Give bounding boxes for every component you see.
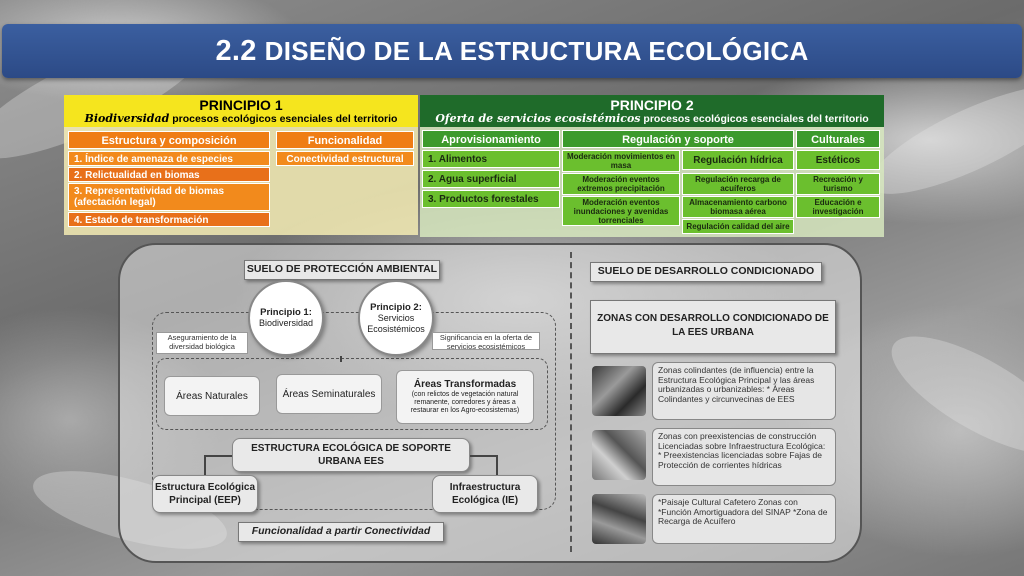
- page-title: DISEÑO DE LA ESTRUCTURA ECOLÓGICA: [264, 35, 809, 66]
- principio1-header: [64, 95, 418, 127]
- aprovisionamiento-header: Aprovisionamiento: [422, 130, 560, 148]
- principio2-subtitle-rest: procesos ecológicos esenciales del territorio: [640, 113, 869, 125]
- background-leaf: [876, 315, 1024, 476]
- principio2-subtitle: [420, 113, 884, 125]
- note-servicios: Significancia en la oferta de servicios ecosistémicos: [432, 332, 540, 350]
- right-section-title: SUELO DE DESARROLLO CONDICIONADO: [590, 262, 822, 282]
- estructura-line1: ESTRUCTURA ECOLÓGICA DE SOPORTE: [251, 443, 451, 454]
- aprov-item-1: 1. Alimentos: [422, 150, 560, 168]
- funcionalidad-header: Funcionalidad: [276, 131, 414, 149]
- culturales-header: Culturales: [796, 130, 880, 148]
- left-section-title: SUELO DE PROTECCIÓN AMBIENTAL: [244, 260, 440, 280]
- areas-transformadas-box: [396, 370, 534, 424]
- principio1-subtitle-rest: procesos ecológicos esenciales del territorio: [169, 113, 398, 125]
- reg-b-item-3: Almacenamiento carbono biomasa aérea: [682, 196, 794, 218]
- principio2-header: [420, 95, 884, 127]
- reg-a-item-1: Moderación movimientos en masa: [562, 150, 680, 172]
- principio1-panel: [64, 95, 418, 235]
- principio2-circle-title: Principio 2:: [370, 301, 422, 313]
- arrow-left: [204, 455, 232, 457]
- areas-naturales-box: Áreas Naturales: [164, 376, 260, 416]
- areas-transformadas-title: Áreas Transformadas: [413, 378, 517, 390]
- principio1-circle: [248, 280, 324, 356]
- arrow-right-down: [496, 455, 498, 475]
- reg-b-item-4: Regulación calidad del aire: [682, 219, 794, 234]
- eep-box: Estructura Ecológica Principal (EEP): [152, 475, 258, 513]
- estructura-header: Estructura y composición: [68, 131, 270, 149]
- func-item-1: Conectividad estructural: [276, 151, 414, 166]
- estructura-line2: URBANA EES: [318, 456, 384, 467]
- zona-preexistencias-box: Zonas con preexistencias de construcción Licenciadas sobre Infraestructura Ecológica: * Preexistencias licenciadas sobre Fajas de Protección de corrientes hídricas: [652, 428, 836, 486]
- principio1-subtitle-italic: Biodiversidad: [84, 112, 170, 125]
- principio1-title: PRINCIPIO 1: [199, 97, 283, 113]
- principio2-subtitle-italic: Oferta de servicios ecosistémicos: [435, 112, 641, 125]
- arrow-right: [470, 455, 498, 457]
- aprov-item-2: 2. Agua superficial: [422, 170, 560, 188]
- arrow-connector: [340, 356, 342, 362]
- principio2-circle: [358, 280, 434, 356]
- estructura-soporte-box: [232, 438, 470, 472]
- reg-a-item-2: Moderación eventos extremos precipitación: [562, 173, 680, 195]
- principio1-circle-title: Principio 1:: [260, 307, 312, 318]
- ie-box: Infraestructura Ecológica (IE): [432, 475, 538, 513]
- cult-item-1: Estéticos: [796, 150, 880, 170]
- principio2-title: PRINCIPIO 2: [610, 97, 694, 113]
- principio1-circle-text: Biodiversidad: [258, 318, 314, 328]
- reg-b-item-1: Regulación hídrica: [682, 150, 794, 170]
- p1-item-1: 1. Índice de amenaza de especies: [68, 151, 270, 166]
- areas-transformadas-sub: (con relictos de vegetación natural remanente, corredores y áreas a restaurar en los Agro-ecosistemas): [410, 390, 520, 414]
- areas-seminaturales-box: Áreas Seminaturales: [276, 374, 382, 414]
- note-diversidad: Aseguramiento de la diversidad biológica: [156, 332, 248, 354]
- zona-colindante-box: Zonas colindantes (de influencia) entre la Estructura Ecológica Principal y las áreas urbanizadas o urbanizables: * Áreas Colindantes y circunvecinas de EES: [652, 362, 836, 420]
- p1-item-3: 3. Representatividad de biomas (afectación legal): [68, 183, 270, 211]
- principio2-circle-text: Servicios Ecosistémicos: [367, 312, 425, 334]
- aerial-photo-1: [592, 366, 646, 416]
- funcionalidad-label: Funcionalidad a partir Conectividad: [238, 522, 444, 542]
- p1-item-2: 2. Relictualidad en biomas: [68, 167, 270, 182]
- reg-b-item-2: Regulación recarga de acuíferos: [682, 173, 794, 195]
- cult-item-2: Recreación y turismo: [796, 173, 880, 195]
- zonas-title-box: ZONAS CON DESARROLLO CONDICIONADO DE LA EES URBANA: [590, 300, 836, 354]
- title-bar: [2, 24, 1022, 78]
- aerial-photo-2: [592, 430, 646, 480]
- reg-a-item-3: Moderación eventos inundaciones y avenidas torrenciales: [562, 196, 680, 226]
- title-number: 2.2: [215, 34, 257, 67]
- principio2-panel: [420, 95, 884, 237]
- arrow-left-down: [204, 455, 206, 475]
- regulacion-header: Regulación y soporte: [562, 130, 794, 148]
- aprov-item-3: 3. Productos forestales: [422, 190, 560, 208]
- principio1-subtitle: [64, 113, 418, 125]
- zona-paisaje-box: *Paisaje Cultural Cafetero Zonas con *Función Amortiguadora del SINAP *Zona de Recarga de Acuífero: [652, 494, 836, 544]
- diagram-divider: [570, 252, 572, 552]
- aerial-photo-3: [592, 494, 646, 544]
- p1-item-4: 4. Estado de transformación: [68, 212, 270, 227]
- cult-item-3: Educación e investigación: [796, 196, 880, 218]
